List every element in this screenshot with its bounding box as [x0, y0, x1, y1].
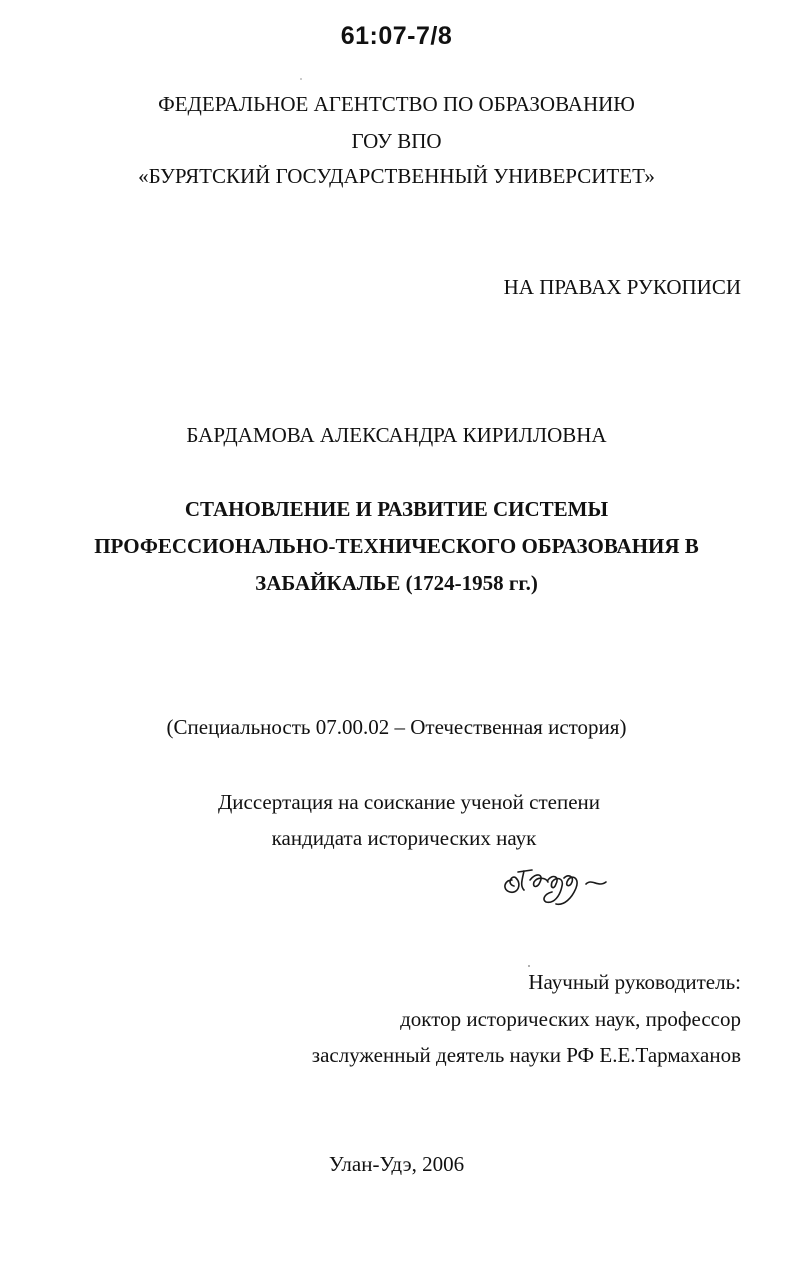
supervisor-degree: доктор исторических наук, профессор — [400, 1007, 741, 1031]
author-signature — [498, 858, 628, 918]
archive-stamp: 61:07-7/8 — [340, 22, 453, 50]
degree-line-1: Диссертация на соискание ученой степени — [217, 790, 601, 814]
header-institution-type: ГОУ ВПО — [351, 129, 442, 153]
header-agency: ФЕДЕРАЛЬНОЕ АГЕНТСТВО ПО ОБРАЗОВАНИЮ — [158, 92, 635, 116]
dissertation-title-line-1: СТАНОВЛЕНИЕ И РАЗВИТИЕ СИСТЕМЫ — [184, 497, 609, 521]
supervisor-name: заслуженный деятель науки РФ Е.Е.Тармаханов — [311, 1043, 741, 1067]
specialty: (Специальность 07.00.02 – Отечественная история) — [166, 715, 627, 739]
dissertation-title-line-3: ЗАБАЙКАЛЬЕ (1724-1958 гг.) — [255, 571, 538, 595]
degree-line-2: кандидата исторических наук — [271, 826, 537, 850]
author-name: БАРДАМОВА АЛЕКСАНДРА КИРИЛЛОВНА — [186, 423, 607, 447]
supervisor-label: Научный руководитель: — [528, 970, 741, 994]
rights-note: НА ПРАВАХ РУКОПИСИ — [503, 275, 741, 299]
dissertation-title-line-2: ПРОФЕССИОНАЛЬНО-ТЕХНИЧЕСКОГО ОБРАЗОВАНИЯ В — [94, 534, 699, 558]
header-university: «БУРЯТСКИЙ ГОСУДАРСТВЕННЫЙ УНИВЕРСИТЕТ» — [138, 164, 655, 188]
scan-speck — [300, 78, 302, 80]
scan-speck — [528, 965, 530, 967]
city-year: Улан-Удэ, 2006 — [328, 1152, 465, 1176]
